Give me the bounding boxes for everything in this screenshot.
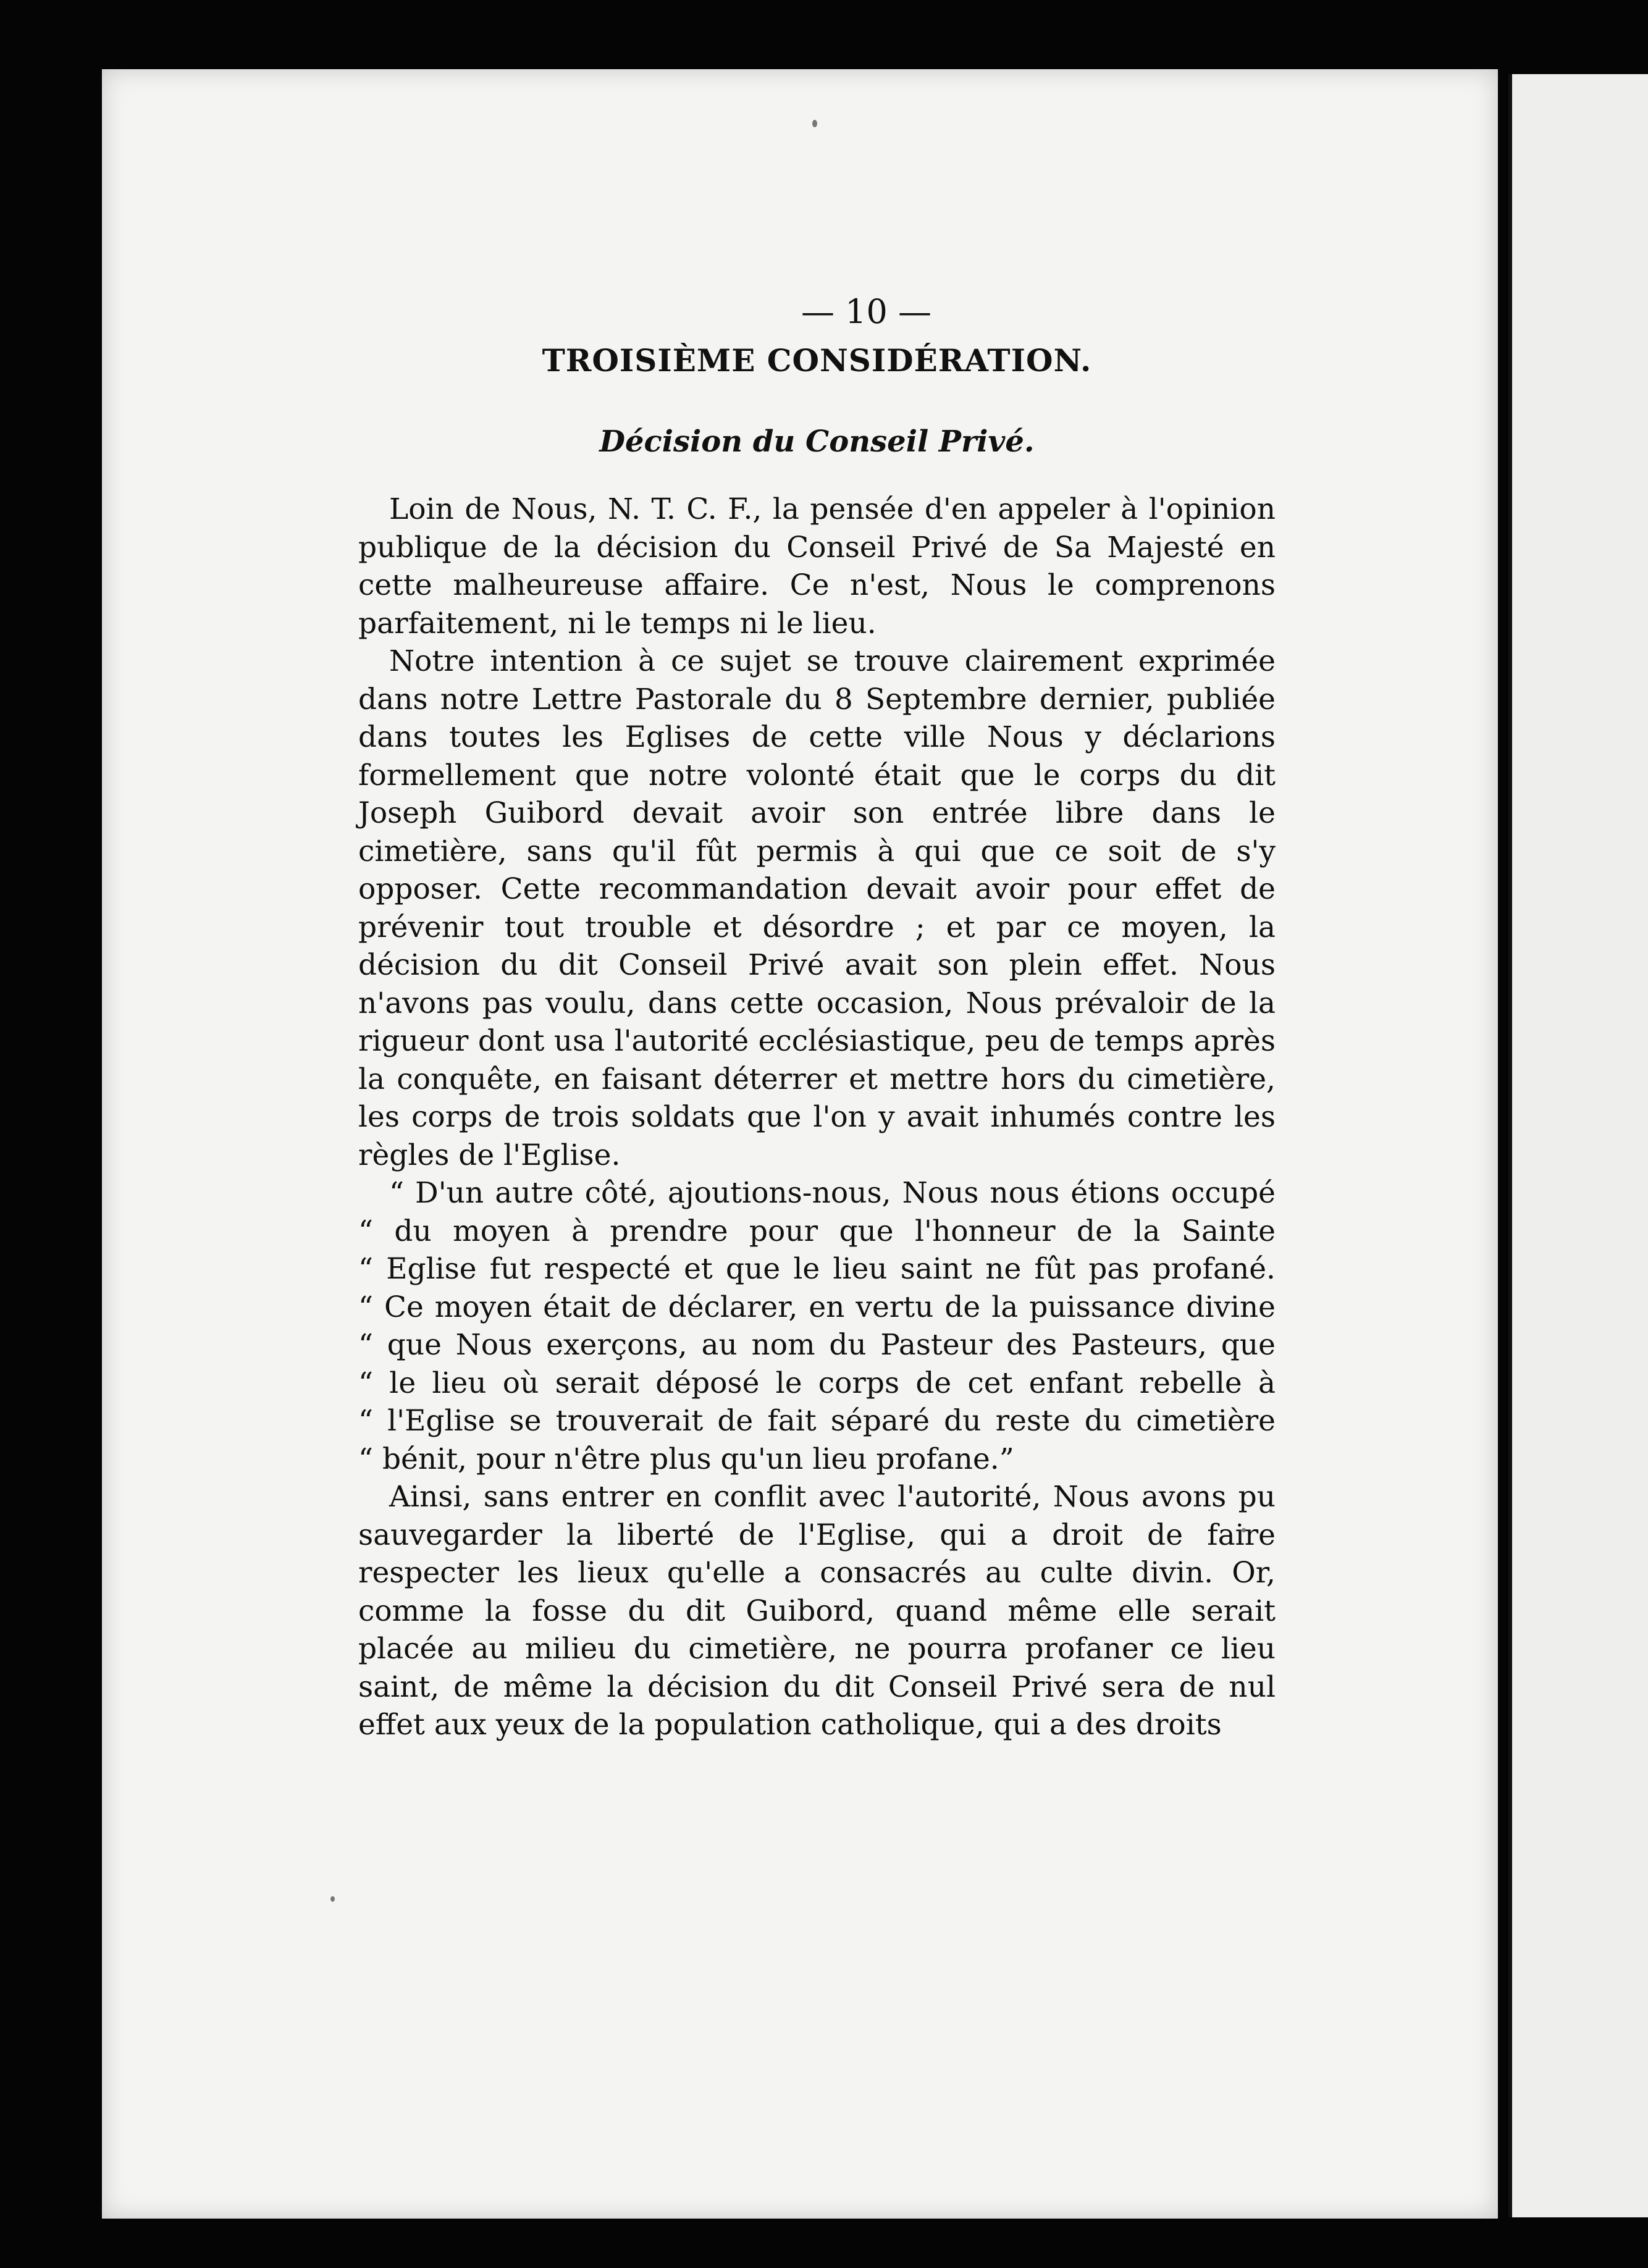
quote-line: “ Eglise fut respecté et que le lieu saint ne fût pas profané. — [358, 1252, 1276, 1286]
quote-line: “ bénit, pour n'être plus qu'un lieu profane.” — [358, 1442, 1014, 1476]
adjacent-page-edge — [1508, 74, 1648, 2217]
page-content — [358, 290, 1276, 1744]
quote-line: “ du moyen à prendre pour que l'honneur de la Sainte — [358, 1214, 1276, 1248]
quotation-block — [358, 1174, 1276, 1478]
quote-line: “ D'un autre côté, ajoutions-nous, Nous nous étions occupé — [389, 1176, 1276, 1210]
quote-line: “ l'Eglise se trouverait de fait séparé du reste du cimetière — [358, 1404, 1276, 1438]
paper-speck — [812, 120, 817, 127]
quote-line: “ Ce moyen était de déclarer, en vertu de la puissance divine — [358, 1290, 1276, 1324]
section-heading: TROISIÈME CONSIDÉRATION. — [542, 342, 1092, 379]
section-subheading: Décision du Conseil Privé. — [599, 424, 1035, 459]
paragraph-2: Notre intention à ce sujet se trouve clairement exprimée dans notre Lettre Pastorale du 8 Septembre dernier, publiée dans toutes les Eglises de cette ville Nous y déclarions formellement que notre volonté était que le corps du dit Joseph Guibord devait avoir son entrée libre dans le cimetière, sans qu'il fût permis à qui que ce soit de s'y opposer. Cette recommandation devait avoir pour effet de prévenir tout trouble et désordre ; et par ce moyen, la décision du dit Conseil Privé avait son plein effet. Nous n'avons pas voulu, dans cette occasion, Nous prévaloir de la rigueur dont usa l'autorité ecclésiastique, peu de temps après la conquête, en faisant déterrer et mettre hors du cimetière, les corps de trois soldats que l'on y avait inhumés contre les règles de l'Eglise. — [358, 644, 1276, 1172]
quote-line: “ que Nous exerçons, au nom du Pasteur des Pasteurs, que — [358, 1328, 1276, 1362]
paper-speck — [330, 1896, 335, 1902]
paragraph-1: Loin de Nous, N. T. C. F., la pensée d'en appeler à l'opinion publique de la décision du Conseil Privé de Sa Majesté en cette malheureuse affaire. Ce n'est, Nous le comprenons parfaitement, ni le temps ni le lieu. — [358, 492, 1276, 640]
quote-line: “ le lieu où serait déposé le corps de cet enfant rebelle à — [358, 1366, 1276, 1400]
page-number: — 10 — — [801, 292, 932, 331]
paragraph-3: Ainsi, sans entrer en conflit avec l'autorité, Nous avons pu sauvegarder la liberté de l'Eglise, qui a droit de faire respecter les lieux qu'elle a consacrés au culte divin. Or, comme la fosse du dit Guibord, quand même elle serait placée au milieu du cimetière, ne pourra profaner ce lieu saint, de même la décision du dit Conseil Privé sera de nul effet aux yeux de la population catholique, qui a des droits — [358, 1480, 1276, 1742]
